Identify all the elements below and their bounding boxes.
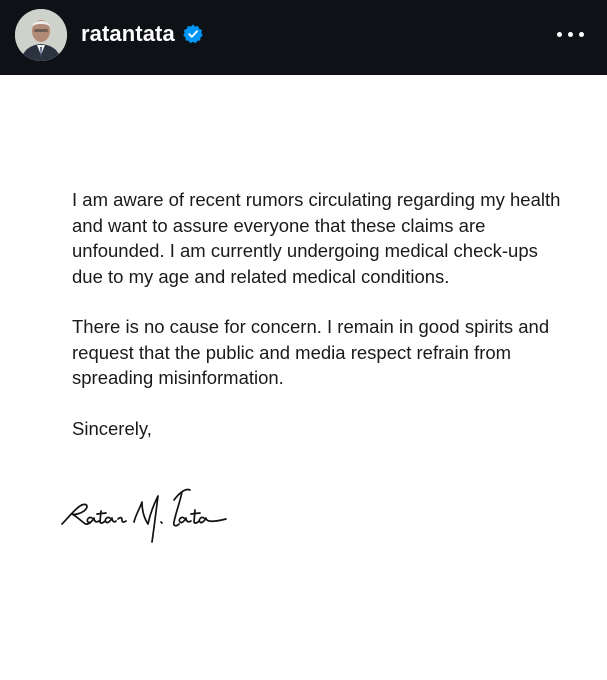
statement-body	[72, 187, 572, 441]
handwritten-signature	[58, 478, 238, 544]
verified-badge-icon	[183, 24, 203, 44]
avatar-photo	[15, 9, 67, 61]
closing-salutation: Sincerely,	[72, 417, 152, 439]
profile-avatar[interactable]	[15, 9, 67, 61]
post-header	[0, 0, 607, 75]
more-options-icon[interactable]	[555, 22, 589, 46]
username[interactable]: ratantata	[81, 21, 175, 46]
statement-paragraph-1: I am aware of recent rumors circulating regarding my health and want to assure everyone that these claims are unfounded. I am currently undergoing medical check-ups due to my age and related medical conditions.	[72, 189, 561, 287]
statement-paragraph-2: There is no cause for concern. I remain in good spirits and request that the public and media respect refrain from spreading misinformation.	[72, 316, 550, 388]
